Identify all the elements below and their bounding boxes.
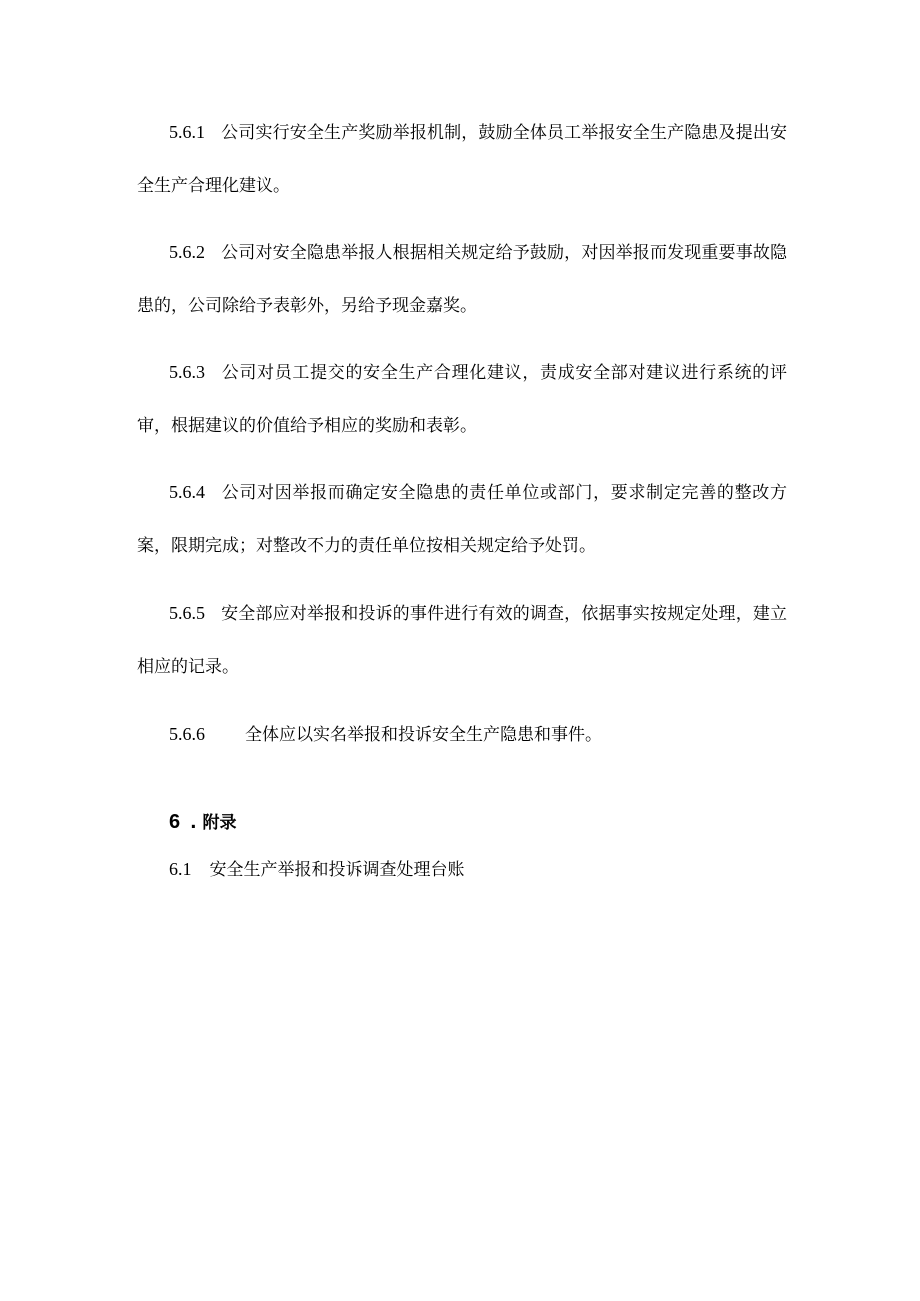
clause-number: 5.6.5	[169, 603, 205, 623]
clause-5-6-4	[137, 466, 787, 573]
clause-5-6-5	[137, 587, 787, 694]
section-number: 6	[169, 811, 181, 833]
clause-number: 5.6.6	[169, 724, 205, 744]
subsection-heading	[169, 857, 465, 882]
clause-5-6-3	[137, 346, 787, 453]
clause-number: 5.6.2	[169, 242, 205, 262]
clause-number: 5.6.4	[169, 482, 205, 502]
clause-text: 公司实行安全生产奖励举报机制，鼓励全体员工举报安全生产隐患及提出安全生产合理化建议。	[137, 123, 787, 196]
clause-text: 公司对因举报而确定安全隐患的责任单位或部门，要求制定完善的整改方案，限期完成；对整改不力的责任单位按相关规定给予处罚。	[137, 483, 787, 556]
clause-5-6-2	[137, 226, 787, 333]
clause-text: 安全部应对举报和投诉的事件进行有效的调查，依据事实按规定处理，建立相应的记录。	[137, 604, 787, 677]
clause-text: 公司对安全隐患举报人根据相关规定给予鼓励，对因举报而发现重要事故隐患的，公司除给予表彰外，另给予现金嘉奖。	[137, 243, 787, 316]
subsection-number: 6.1	[169, 859, 192, 879]
clause-5-6-6	[137, 708, 787, 762]
section-title: . 附录	[190, 813, 237, 833]
clause-text: 全体应以实名举报和投诉安全生产隐患和事件。	[245, 725, 602, 745]
subsection-title: 安全生产举报和投诉调查处理台账	[209, 860, 465, 880]
clause-text: 公司对员工提交的安全生产合理化建议，责成安全部对建议进行系统的评审，根据建议的价值给予相应的奖励和表彰。	[137, 363, 787, 436]
clause-number: 5.6.1	[169, 122, 205, 142]
clause-number: 5.6.3	[169, 362, 205, 382]
section-heading-appendix	[169, 810, 237, 835]
clause-5-6-1	[137, 106, 787, 213]
